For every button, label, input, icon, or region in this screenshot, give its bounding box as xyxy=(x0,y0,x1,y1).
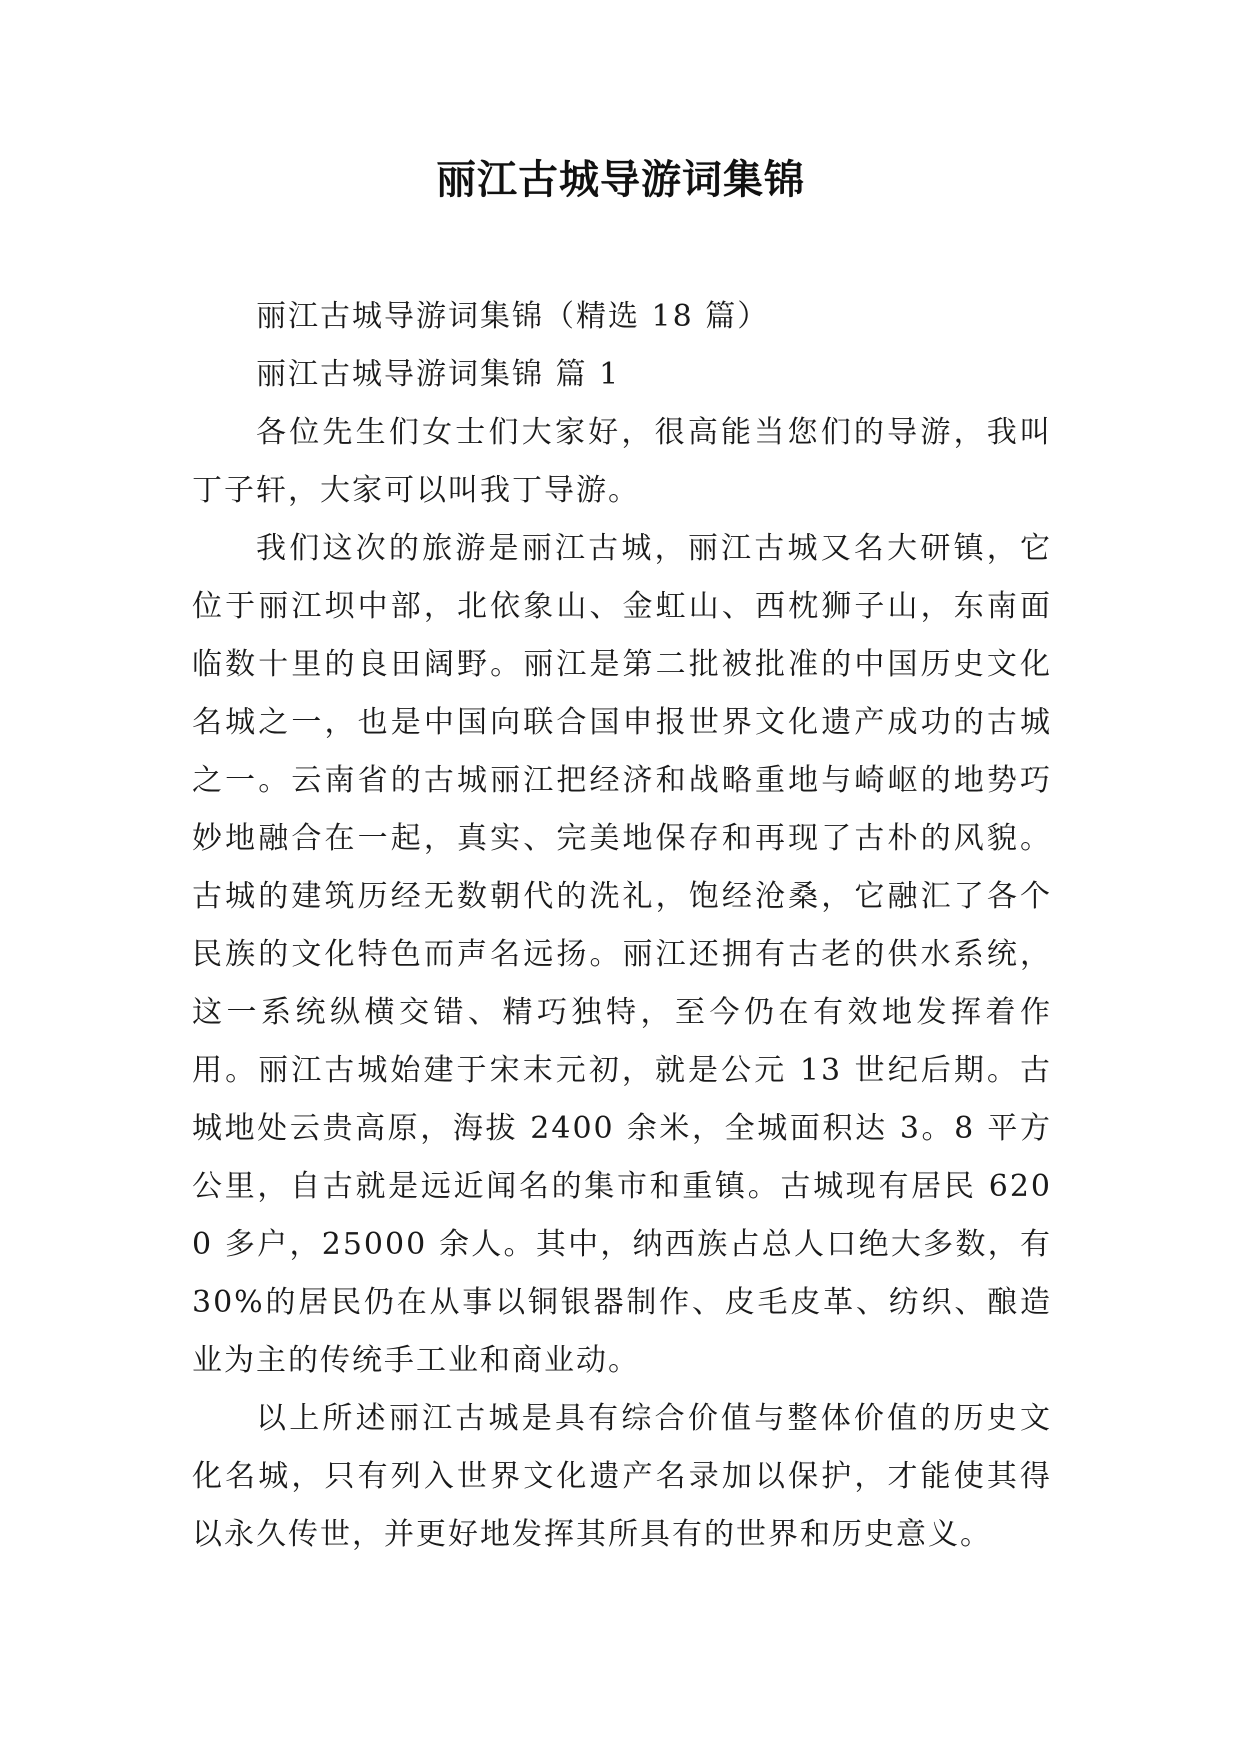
body-paragraph: 我们这次的旅游是丽江古城，丽江古城又名大研镇，它位于丽江坝中部，北依象山、金虹山、西枕狮子山，东南面临数十里的良田阔野。丽江是第二批被批准的中国历史文化名城之一，也是中国向联合国申报世界文化遗产成功的古城之一。云南省的古城丽江把经济和战略重地与崎岖的地势巧妙地融合在一起，真实、完美地保存和再现了古朴的风貌。古城的建筑历经无数朝代的洗礼，饱经沧桑，它融汇了各个民族的文化特色而声名远扬。丽江还拥有古老的供水系统，这一系统纵横交错、精巧独特，至今仍在有效地发挥着作用。丽江古城始建于宋末元初，就是公元 13 世纪后期。古城地处云贵高原，海拔 2400 余米，全城面积达 3。8 平方公里，自古就是远近闻名的集市和重镇。古城现有居民 6200 多户，25000 余人。其中，纳西族占总人口绝大多数，有 30%的居民仍在从事以铜银器制作、皮毛皮革、纺织、酿造业为主的传统手工业和商业动。 xyxy=(192,531,1052,1378)
body-paragraph: 以上所述丽江古城是具有综合价值与整体价值的历史文化名城，只有列入世界文化遗产名录加以保护，才能使其得以永久传世，并更好地发挥其所具有的世界和历史意义。 xyxy=(192,1401,1052,1552)
document-body xyxy=(192,288,1052,1564)
document-title: 丽江古城导游词集锦 xyxy=(436,157,805,203)
section-heading: 丽江古城导游词集锦 篇 1 xyxy=(256,357,621,392)
subtitle-paragraph: 丽江古城导游词集锦（精选 18 篇） xyxy=(256,299,770,334)
body-paragraph: 各位先生们女士们大家好，很高能当您们的导游，我叫丁子轩，大家可以叫我丁导游。 xyxy=(192,415,1052,508)
